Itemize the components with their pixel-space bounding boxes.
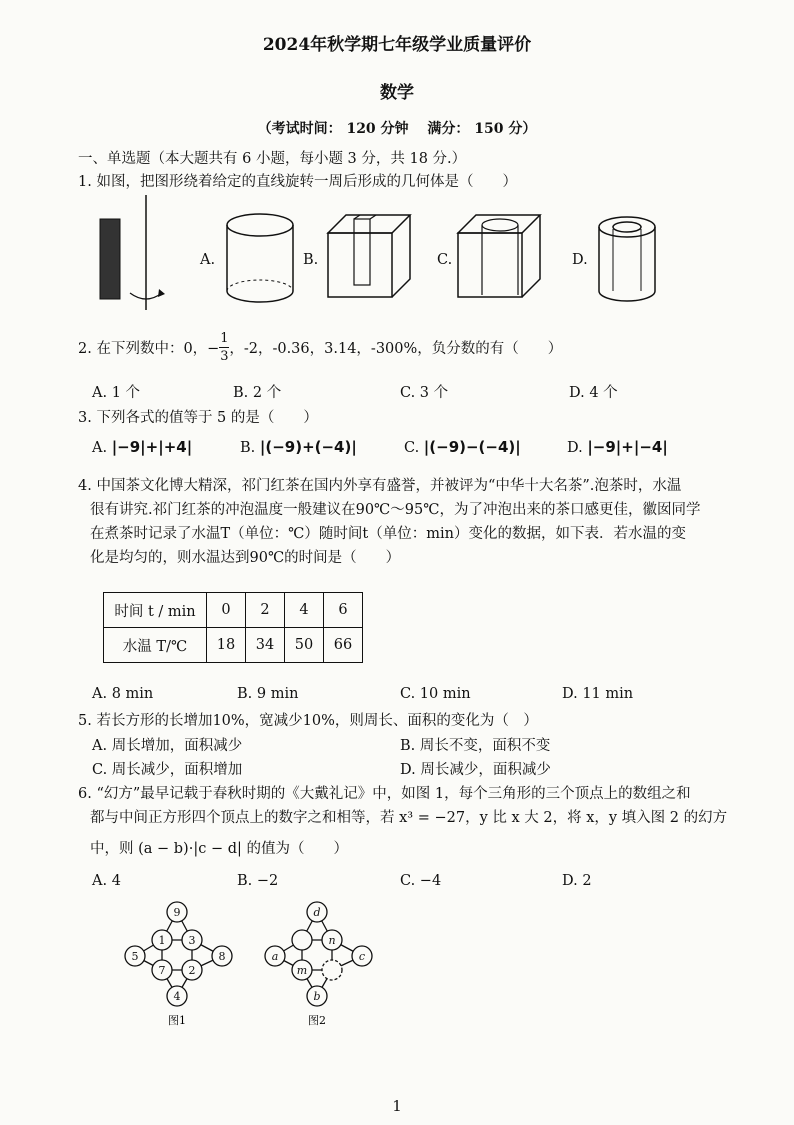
question-2-stem bbox=[78, 332, 562, 363]
q3-option-a-expr: |−9|+|+4| bbox=[111, 438, 193, 456]
q4-option-d: D. 11 min bbox=[562, 686, 634, 702]
fig1-node-label: 8 bbox=[218, 950, 226, 963]
option-a-cylinder bbox=[227, 214, 293, 302]
option-b-box-with-prism bbox=[328, 215, 410, 297]
q1-option-d: D. bbox=[572, 252, 588, 268]
q2-frac-num: 1 bbox=[220, 331, 229, 346]
option-c-box-with-cylinder bbox=[458, 215, 540, 297]
q6-figures bbox=[115, 898, 375, 1033]
q3-option-d-label: D. bbox=[567, 440, 583, 456]
table-cell: 66 bbox=[324, 628, 363, 663]
q4-data-table bbox=[103, 592, 363, 663]
q3-option-b-label: B. bbox=[240, 440, 256, 456]
q1-option-c: C. bbox=[437, 252, 453, 268]
q2-option-a: A. 1 个 bbox=[92, 385, 141, 401]
question-4-line-2: 很有讲究.祁门红茶的冲泡温度一般建议在90℃～95℃，为了冲泡出来的茶口感更佳，徽囡同学 bbox=[90, 502, 701, 518]
q5-option-b: B. 周长不变，面积不变 bbox=[400, 738, 551, 754]
q5-option-d: D. 周长减少，面积减少 bbox=[400, 762, 551, 778]
question-3-stem: 3. 下列各式的值等于 5 的是（ ） bbox=[78, 410, 318, 426]
fig1-node-label: 2 bbox=[188, 964, 196, 977]
table-cell: 34 bbox=[246, 628, 285, 663]
q1-option-a: A. bbox=[200, 252, 216, 268]
fig1-node-label: 3 bbox=[188, 934, 196, 947]
q6-option-a: A. 4 bbox=[92, 873, 121, 889]
question-4-line-3: 在煮茶时记录了水温T（单位：℃）随时间t（单位：min）变化的数据，如下表．若水温的变 bbox=[90, 526, 686, 542]
page-number: 1 bbox=[392, 1097, 402, 1115]
table-row bbox=[104, 593, 363, 628]
q2-option-c: C. 3 个 bbox=[400, 385, 449, 401]
table-row bbox=[104, 628, 363, 663]
figure-1-caption: 图1 bbox=[168, 1014, 186, 1027]
question-4-line-4: 化是均匀的，则水温达到90℃的时间是（ ） bbox=[90, 550, 401, 566]
fig1-node-label: 4 bbox=[173, 990, 181, 1003]
q4-option-a: A. 8 min bbox=[92, 686, 154, 702]
subject-title: 数学 bbox=[380, 83, 414, 103]
table-cell: 4 bbox=[285, 593, 324, 628]
table-row-label: 时间 t / min bbox=[104, 593, 207, 628]
table-cell: 18 bbox=[207, 628, 246, 663]
table-cell: 6 bbox=[324, 593, 363, 628]
q1-option-b: B. bbox=[303, 252, 319, 268]
q3-option-c-expr: |(−9)−(−4)| bbox=[423, 438, 521, 456]
q5-option-a: A. 周长增加，面积减少 bbox=[92, 738, 243, 754]
figure-1-magic-square bbox=[135, 912, 222, 996]
fig2-node-label: m bbox=[296, 964, 308, 977]
shaded-rectangle-figure bbox=[100, 195, 165, 310]
q5-option-c: C. 周长减少，面积增加 bbox=[92, 762, 243, 778]
question-6-line-2: 都与中间正方形四个顶点上的数字之和相等，若 x³ = −27，y 比 x 大 2，将 x，y 填入图 2 的幻方 bbox=[90, 810, 728, 826]
q3-option-c bbox=[404, 438, 521, 456]
table-cell: 0 bbox=[207, 593, 246, 628]
question-6-line-3: 中，则 (a − b)·|c − d| 的值为（ ） bbox=[90, 841, 348, 857]
fig2-node-label: n bbox=[328, 934, 336, 947]
q2-stem-prefix: 2. 在下列数中：0，− bbox=[78, 341, 220, 357]
q6-option-b: B. −2 bbox=[237, 873, 279, 889]
q2-option-d: D. 4 个 bbox=[569, 385, 618, 401]
q3-option-b-expr: |(−9)+(−4)| bbox=[259, 438, 357, 456]
fig1-node-label: 1 bbox=[158, 934, 166, 947]
question-4-line-1: 4. 中国茶文化博大精深，祁门红茶在国内外享有盛誉，并被评为“中华十大名茶”.泡茶时，水温 bbox=[78, 478, 682, 494]
q4-option-c: C. 10 min bbox=[400, 686, 471, 702]
figure-2-caption: 图2 bbox=[308, 1014, 326, 1027]
exam-info: （考试时间： 120 分钟 满分： 150 分） bbox=[257, 121, 537, 137]
fig1-node-label: 7 bbox=[158, 964, 166, 977]
q2-stem-suffix: ，-2，-0.36，3.14，-300%，负分数的有（ ） bbox=[229, 341, 563, 357]
question-1-stem: 1. 如图，把图形绕着给定的直线旋转一周后形成的几何体是（ ） bbox=[78, 174, 517, 190]
table-row-label: 水温 T/℃ bbox=[104, 628, 207, 663]
q4-option-b: B. 9 min bbox=[237, 686, 299, 702]
q2-frac-den: 3 bbox=[220, 349, 229, 364]
q2-option-b: B. 2 个 bbox=[233, 385, 282, 401]
q6-option-c: C. −4 bbox=[400, 873, 442, 889]
q3-option-b bbox=[240, 438, 357, 456]
q3-option-a bbox=[92, 438, 192, 456]
q6-option-d: D. 2 bbox=[562, 873, 592, 889]
table-cell: 2 bbox=[246, 593, 285, 628]
fig2-node-label: b bbox=[313, 990, 321, 1003]
option-d-hollow-cylinder bbox=[599, 217, 655, 301]
question-5-stem: 5. 若长方形的长增加10%，宽减少10%，则周长、面积的变化为（ ） bbox=[78, 713, 538, 729]
figure-2-magic-square bbox=[275, 912, 362, 996]
q3-option-a-label: A. bbox=[92, 440, 108, 456]
fig2-node-label: a bbox=[271, 950, 279, 963]
q2-fraction bbox=[219, 332, 229, 363]
q3-option-d-expr: |−9|+|−4| bbox=[587, 438, 668, 456]
fig2-node-label: d bbox=[313, 906, 321, 919]
question-6-line-1: 6. “幻方”最早记载于春秋时期的《大戴礼记》中，如图 1，每个三角形的三个顶点上的数组之和 bbox=[78, 786, 691, 802]
fig2-node-label: c bbox=[358, 950, 366, 963]
exam-title: 2024年秋学期七年级学业质量评价 bbox=[262, 35, 532, 55]
fig1-node-label: 9 bbox=[173, 906, 181, 919]
fig1-node-label: 5 bbox=[131, 950, 139, 963]
q3-option-d bbox=[567, 438, 668, 456]
section-heading: 一、单选题（本大题共有 6 小题，每小题 3 分，共 18 分.） bbox=[78, 151, 467, 167]
table-cell: 50 bbox=[285, 628, 324, 663]
q3-option-c-label: C. bbox=[404, 440, 420, 456]
q1-figures bbox=[90, 195, 690, 315]
